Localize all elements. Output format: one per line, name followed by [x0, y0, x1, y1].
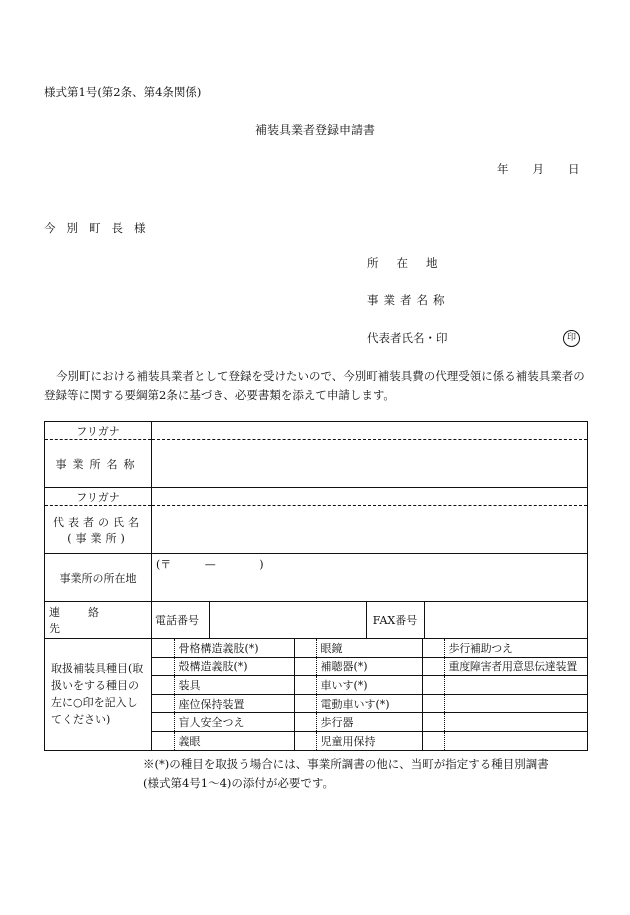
kind-mark-cell[interactable] [294, 694, 316, 713]
kind-item-label: 座位保持装置 [174, 694, 294, 713]
kind-mark-cell[interactable] [152, 694, 174, 713]
date-day: 日 [568, 162, 580, 176]
office-address-label: 事業所の所在地 [45, 554, 152, 602]
contact-label-cell [45, 602, 152, 639]
kind-mark-cell[interactable] [152, 731, 174, 749]
footnote-line1: ※(*)の種目を取扱う場合には、事業所調書の他に、当町が指定する種目別調書 [143, 757, 549, 771]
kind-item-label: 補聴器(*) [316, 657, 422, 676]
form-number: 様式第1号(第2条、第4条関係) [44, 85, 202, 99]
kind-mark-cell[interactable] [422, 713, 444, 732]
address-label: 所在地 [367, 256, 456, 270]
kind-mark-cell[interactable] [152, 713, 174, 732]
footnote-line2: (様式第4号1〜4)の添付が必要です。 [143, 776, 335, 790]
kind-item-label [444, 731, 587, 749]
application-table [44, 421, 588, 751]
kind-item-label: 重度障害者用意思伝達装置 [444, 657, 587, 676]
kind-mark-cell[interactable] [422, 639, 444, 657]
kind-mark-cell[interactable] [422, 676, 444, 695]
kind-mark-cell[interactable] [152, 676, 174, 695]
date-line [497, 161, 580, 177]
kinds-row [152, 657, 587, 676]
kind-item-label: 歩行補助つえ [444, 639, 587, 657]
kinds-table [152, 639, 587, 750]
kind-mark-cell[interactable] [152, 639, 174, 657]
date-month: 月 [532, 162, 544, 176]
fax-field[interactable] [424, 602, 587, 638]
kinds-label: 取扱補装具種目(取扱いをする種目の左に○印を記入してください) [45, 639, 152, 751]
furigana-label-2: フリガナ [45, 488, 152, 506]
postal-open: (〒 [156, 558, 172, 571]
rep-name-field[interactable] [152, 506, 588, 554]
kind-item-label: 装具 [174, 676, 294, 695]
document-title: 補装具業者登録申請書 [254, 123, 375, 137]
addressee: 今別町長様 [44, 221, 157, 235]
application-statement: 今別町における補装具業者として登録を受けたいので、今別町補装具費の代理受領に係る補装具業者の登録等に関する要綱第2条に基づき、必要書類を添えて申請します。 [44, 369, 585, 402]
kind-mark-cell[interactable] [294, 676, 316, 695]
furigana-field-2[interactable] [152, 488, 588, 506]
kinds-cell [152, 639, 588, 751]
kind-item-label: 義眼 [174, 731, 294, 749]
contact-label [45, 604, 151, 636]
kind-mark-cell[interactable] [294, 731, 316, 749]
contact-subtable [152, 602, 587, 638]
kind-mark-cell[interactable] [422, 694, 444, 713]
postal-dash: — [204, 558, 216, 571]
kinds-row [152, 713, 587, 732]
kind-mark-cell[interactable] [294, 639, 316, 657]
kind-item-label [444, 676, 587, 695]
kind-item-label: 児童用保持 [316, 731, 422, 749]
kind-item-label [444, 713, 587, 732]
kind-mark-cell[interactable] [294, 713, 316, 732]
seal-mark: 印 [563, 330, 580, 347]
kind-mark-cell[interactable] [294, 657, 316, 676]
business-name-label: 事業者名称 [367, 293, 450, 307]
office-address-field[interactable] [152, 554, 588, 602]
phone-label: 電話番号 [152, 602, 209, 638]
kind-item-label: 殻構造義肢(*) [174, 657, 294, 676]
kind-item-label: 盲人安全つえ [174, 713, 294, 732]
office-name-field[interactable] [152, 440, 588, 488]
rep-name-label-line2: (事業所) [67, 531, 129, 545]
furigana-label: フリガナ [45, 422, 152, 440]
phone-field[interactable] [209, 602, 366, 638]
footnote [143, 755, 549, 793]
fax-label: FAX番号 [366, 602, 424, 638]
contact-field [152, 602, 588, 639]
contact-label-text: 連絡先 [49, 606, 127, 635]
applicant-address [367, 255, 456, 271]
kind-item-label: 眼鏡 [316, 639, 422, 657]
representative-label: 代表者氏名・印 [367, 331, 448, 345]
kind-mark-cell[interactable] [422, 731, 444, 749]
rep-name-label-line1: 代表者の氏名 [53, 515, 143, 529]
furigana-field[interactable] [152, 422, 588, 440]
kind-item-label: 歩行器 [316, 713, 422, 732]
date-year: 年 [497, 162, 509, 176]
kind-mark-cell[interactable] [152, 657, 174, 676]
kinds-row [152, 676, 587, 695]
kind-mark-cell[interactable] [422, 657, 444, 676]
office-name-label: 事業所名称 [45, 440, 152, 488]
kinds-row [152, 639, 587, 657]
postal-close: ) [259, 558, 264, 571]
kind-item-label [444, 694, 587, 713]
kind-item-label: 車いす(*) [316, 676, 422, 695]
kinds-row [152, 731, 587, 749]
kinds-row [152, 694, 587, 713]
applicant-representative [367, 330, 448, 346]
rep-name-label [45, 506, 152, 554]
kind-item-label: 骨格構造義肢(*) [174, 639, 294, 657]
applicant-business [367, 292, 450, 308]
kind-item-label: 電動車いす(*) [316, 694, 422, 713]
